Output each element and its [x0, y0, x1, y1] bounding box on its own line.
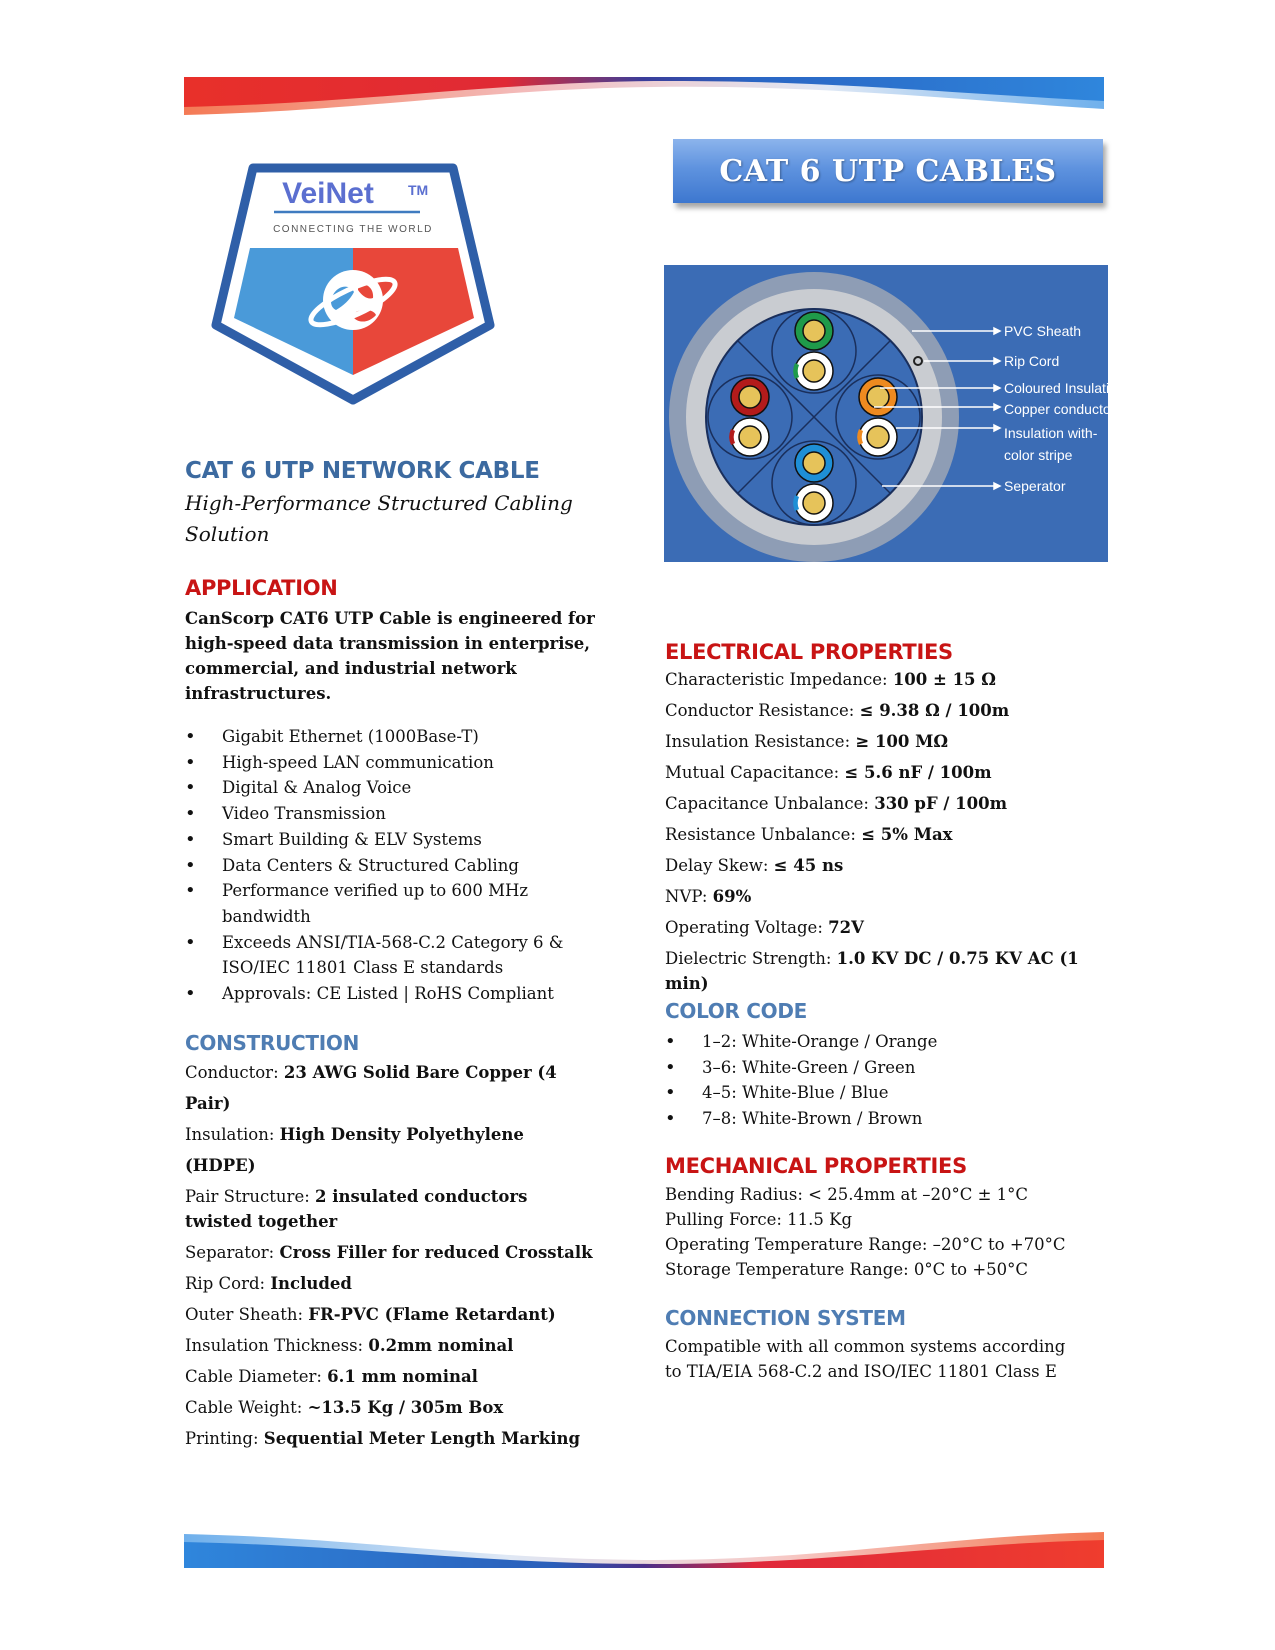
list-item: • 1–2: White-Orange / Orange	[665, 1029, 1085, 1055]
copper-core	[739, 426, 761, 448]
list-item: • Digital & Analog Voice	[185, 775, 595, 801]
spec-label: Cable Weight:	[185, 1397, 308, 1417]
copper-core	[739, 386, 761, 408]
diagram-label-copper-conductor: Copper conductor	[1004, 401, 1116, 417]
list-item: • Exceeds ANSI/TIA-568-C.2 Category 6 & ISO/IEC 11801 Class E standards	[185, 930, 595, 981]
cable-cross-section-diagram	[664, 265, 1125, 562]
copper-core	[867, 386, 889, 408]
logo-tagline: CONNECTING THE WORLD	[273, 224, 433, 235]
diagram-label-separator: Seperator	[1004, 478, 1066, 494]
spec-row	[185, 1119, 595, 1181]
electrical-heading: ELECTRICAL PROPERTIES	[665, 640, 953, 664]
diagram-label-coloured-insulation: Coloured Insulation	[1004, 380, 1125, 396]
mechanical-heading: MECHANICAL PROPERTIES	[665, 1153, 967, 1178]
list-item: • Performance verified up to 600 MHz bandwidth	[185, 878, 595, 929]
connection-text: Compatible with all common systems according to TIA/EIA 568-C.2 and ISO/IEC 11801 Class E	[665, 1336, 1066, 1381]
spec-row	[665, 726, 1085, 757]
spec-row	[665, 757, 1085, 788]
spec-value: Cross Filler for reduced Crosstalk	[279, 1242, 593, 1262]
spec-label: Insulation Resistance:	[665, 732, 856, 751]
copper-core	[867, 426, 889, 448]
spec-label: Rip Cord:	[185, 1273, 271, 1293]
spec-label: Mutual Capacitance:	[665, 763, 845, 782]
spec-row	[185, 1268, 595, 1299]
spec-row: Pulling Force: 11.5 Kg	[665, 1209, 853, 1229]
product-subtitle: High-Performance Structured Cabling Solution	[185, 491, 573, 546]
construction-list	[185, 1057, 595, 1454]
diagram-label-rip-cord: Rip Cord	[1004, 353, 1060, 369]
spec-row	[665, 912, 1085, 943]
logo-trademark: TM	[408, 182, 429, 198]
spec-row: Storage Temperature Range: 0°C to +50°C	[665, 1259, 1029, 1279]
spec-value: 100 ± 15 Ω	[892, 670, 996, 689]
spec-value: Included	[270, 1273, 352, 1293]
spec-row	[185, 1392, 595, 1423]
spec-value: ≥ 100 MΩ	[855, 732, 949, 751]
spec-label: Pair Structure:	[185, 1186, 316, 1206]
list-item: • Smart Building & ELV Systems	[185, 827, 595, 853]
spec-label: Printing:	[185, 1428, 264, 1448]
list-item: • 3–6: White-Green / Green	[665, 1055, 1085, 1081]
spec-label: Insulation:	[185, 1124, 280, 1144]
color-code-list	[665, 1029, 1085, 1132]
spec-row	[665, 664, 1085, 695]
spec-value: 72V	[828, 918, 864, 937]
spec-row: Bending Radius: < 25.4mm at –20°C ± 1°C	[665, 1184, 1029, 1204]
spec-row	[665, 850, 1085, 881]
spec-label: Cable Diameter:	[185, 1366, 328, 1386]
right-column	[665, 640, 1085, 1384]
title-banner-text: CAT 6 UTP CABLES	[719, 153, 1057, 189]
spec-row	[185, 1057, 595, 1119]
spec-row	[185, 1237, 595, 1268]
spec-label: NVP:	[665, 887, 713, 906]
spec-value: 330 pF / 100m	[874, 794, 1008, 813]
spec-row: Operating Temperature Range: –20°C to +70°C	[665, 1234, 1066, 1254]
spec-value: ~13.5 Kg / 305m Box	[307, 1397, 504, 1417]
spec-value: 2 insulated conductors twisted together	[185, 1186, 528, 1231]
connection-heading: CONNECTION SYSTEM	[665, 1305, 906, 1330]
spec-label: Operating Voltage:	[665, 918, 829, 937]
spec-value: ≤ 9.38 Ω / 100m	[859, 701, 1010, 720]
spec-label: Capacitance Unbalance:	[665, 794, 875, 813]
spec-label: Dielectric Strength:	[665, 949, 837, 968]
spec-value: ≤ 45 ns	[773, 856, 844, 875]
spec-value: 1.0 KV DC / 0.75 KV AC (1 min)	[665, 949, 1079, 993]
spec-label: Outer Sheath:	[185, 1304, 309, 1324]
spec-row	[185, 1330, 595, 1361]
logo-brand: VeiNet	[282, 177, 374, 210]
spec-row	[665, 881, 1085, 912]
list-item: • 7–8: White-Brown / Brown	[665, 1106, 1085, 1132]
application-intro: CanScorp CAT6 UTP Cable is engineered for high-speed data transmission in enterprise, commercial, and industrial network infrastructures.	[185, 609, 595, 703]
list-item: • Gigabit Ethernet (1000Base-T)	[185, 724, 595, 750]
spec-label: Delay Skew:	[665, 856, 774, 875]
footer-wave-band	[184, 1528, 1104, 1568]
spec-value: 23 AWG Solid Bare Copper (4 Pair)	[185, 1062, 557, 1113]
spec-row	[185, 1361, 595, 1392]
copper-core	[803, 452, 825, 474]
color-code-heading: COLOR CODE	[665, 999, 808, 1023]
list-item: • Video Transmission	[185, 801, 595, 827]
construction-heading: CONSTRUCTION	[185, 1030, 360, 1055]
list-item: • High-speed LAN communication	[185, 750, 595, 776]
electrical-list	[665, 664, 1085, 996]
spec-row	[665, 819, 1085, 850]
list-item: • 4–5: White-Blue / Blue	[665, 1080, 1085, 1106]
mechanical-list	[665, 1182, 1085, 1282]
spec-value: Sequential Meter Length Marking	[263, 1428, 581, 1448]
spec-row	[665, 695, 1085, 726]
spec-value: ≤ 5% Max	[861, 825, 953, 844]
copper-core	[803, 492, 825, 514]
spec-row	[665, 946, 1085, 996]
spec-row	[185, 1299, 595, 1330]
copper-core	[803, 360, 825, 382]
spec-value: 0.2mm nominal	[368, 1335, 514, 1355]
spec-value: High Density Polyethylene (HDPE)	[185, 1124, 524, 1175]
spec-row	[665, 788, 1085, 819]
spec-value: FR-PVC (Flame Retardant)	[308, 1304, 556, 1324]
spec-value: 6.1 mm nominal	[327, 1366, 478, 1386]
spec-label: Conductor:	[185, 1062, 284, 1082]
spec-row	[185, 1423, 595, 1454]
left-column	[185, 458, 595, 1454]
list-item: • Data Centers & Structured Cabling	[185, 853, 595, 879]
product-title: CAT 6 UTP NETWORK CABLE	[185, 458, 540, 484]
spec-label: Characteristic Impedance:	[665, 670, 893, 689]
list-item: • Approvals: CE Listed | RoHS Compliant	[185, 981, 595, 1007]
application-heading: APPLICATION	[185, 576, 338, 600]
veinet-logo	[208, 160, 498, 410]
diagram-label-pvc-sheath: PVC Sheath	[1004, 323, 1082, 339]
application-list	[185, 724, 595, 1007]
diagram-label-color-stripe: color stripe	[1004, 447, 1073, 463]
spec-value: 69%	[712, 887, 752, 906]
copper-core	[803, 320, 825, 342]
spec-label: Separator:	[185, 1242, 280, 1262]
title-banner	[673, 139, 1103, 203]
spec-row	[185, 1184, 595, 1234]
spec-label: Conductor Resistance:	[665, 701, 860, 720]
spec-value: ≤ 5.6 nF / 100m	[844, 763, 992, 782]
spec-label: Insulation Thickness:	[185, 1335, 369, 1355]
header-wave-band	[184, 77, 1104, 117]
spec-label: Resistance Unbalance:	[665, 825, 862, 844]
diagram-label-insulation-stripe: Insulation with-	[1004, 425, 1098, 441]
